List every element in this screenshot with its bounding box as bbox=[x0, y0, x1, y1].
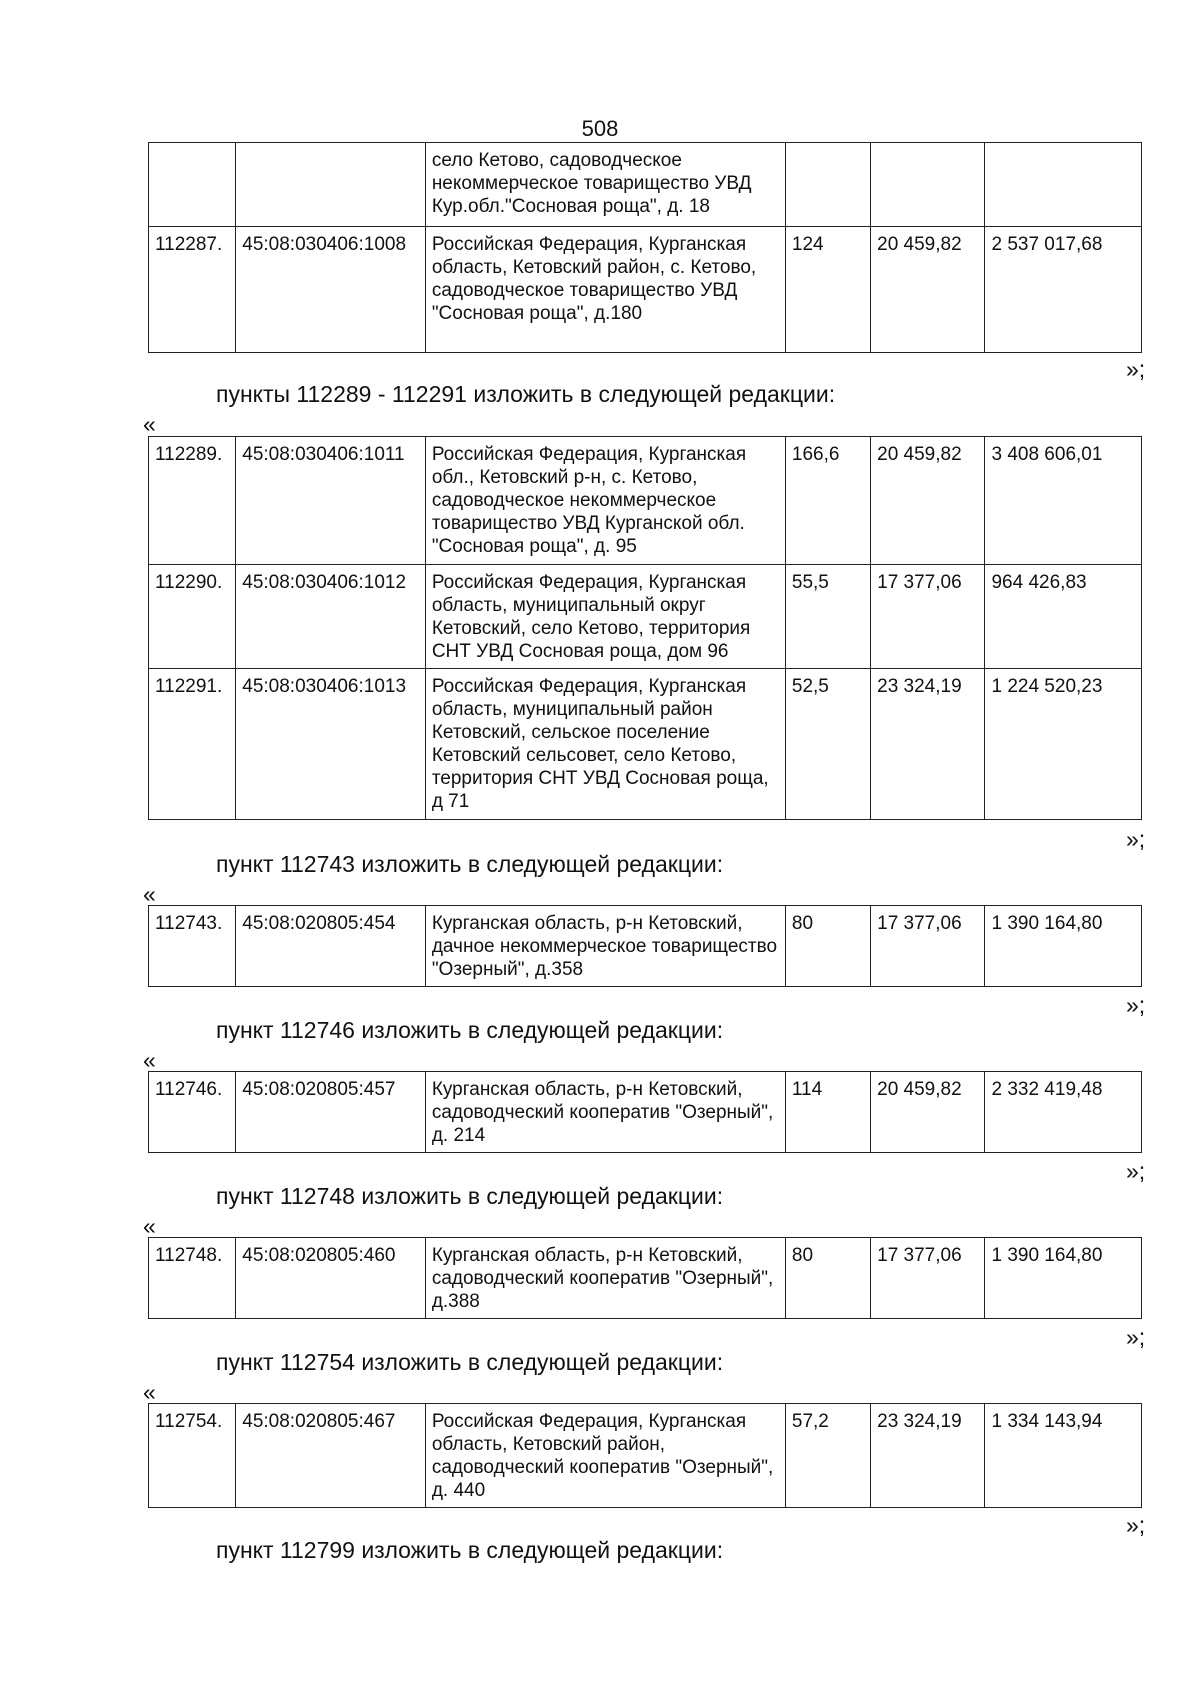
amendment-heading: пункт 112743 изложить в следующей редакции: bbox=[216, 851, 724, 877]
cadastral-number: 45:08:030406:1011 bbox=[236, 437, 426, 565]
rate: 17 377,06 bbox=[871, 1238, 985, 1319]
row-number: 112754. bbox=[149, 1404, 236, 1508]
table-amendment bbox=[148, 1403, 1142, 1508]
cadastral-value: 1 224 520,23 bbox=[985, 669, 1142, 820]
cadastral-number: 45:08:030406:1012 bbox=[236, 565, 426, 669]
rate: 17 377,06 bbox=[871, 565, 985, 669]
address: Курганская область, р-н Кетовский, дачное некоммерческое товарищество "Озерный", д.358 bbox=[425, 906, 785, 987]
table-amendment bbox=[148, 1071, 1142, 1153]
address: село Кетово, садоводческое некоммерческое товарищество УВД Кур.обл."Сосновая роща", д. 18 bbox=[425, 143, 785, 227]
cadastral-number bbox=[236, 143, 426, 227]
area: 166,6 bbox=[785, 437, 870, 565]
row-number: 112291. bbox=[149, 669, 236, 820]
area: 52,5 bbox=[785, 669, 870, 820]
address: Российская Федерация, Курганская область, Кетовский район, с. Кетово, садоводческое товарищество УВД "Сосновая роща", д.180 bbox=[425, 227, 785, 353]
row-number: 112748. bbox=[149, 1238, 236, 1319]
row-number bbox=[149, 143, 236, 227]
amendment-heading: пункты 112289 - 112291 изложить в следующей редакции: bbox=[216, 381, 836, 407]
cadastral-value: 1 390 164,80 bbox=[985, 1238, 1142, 1319]
row-number: 112290. bbox=[149, 565, 236, 669]
address: Российская Федерация, Курганская область, муниципальный район Кетовский, сельское поселение Кетовский сельсовет, село Кетово, территория СНТ УВД Сосновая роща, д 71 bbox=[425, 669, 785, 820]
table-row bbox=[149, 227, 1142, 353]
amendment-heading: пункт 112799 изложить в следующей редакции: bbox=[216, 1537, 724, 1563]
rate: 23 324,19 bbox=[871, 669, 985, 820]
closing-quote: »; bbox=[1126, 992, 1146, 1018]
rate: 20 459,82 bbox=[871, 437, 985, 565]
address: Курганская область, р-н Кетовский, садоводческий кооператив "Озерный", д.388 bbox=[425, 1238, 785, 1319]
row-number: 112287. bbox=[149, 227, 236, 353]
cadastral-number: 45:08:020805:454 bbox=[236, 906, 426, 987]
opening-quote: « bbox=[143, 881, 156, 907]
cadastral-value: 1 334 143,94 bbox=[985, 1404, 1142, 1508]
address: Российская Федерация, Курганская область, Кетовский район, садоводческий кооператив "Озерный", д. 440 bbox=[425, 1404, 785, 1508]
opening-quote: « bbox=[143, 1047, 156, 1073]
opening-quote: « bbox=[143, 411, 156, 437]
table-amendment bbox=[148, 905, 1142, 987]
closing-quote: »; bbox=[1126, 1512, 1146, 1538]
amendment-heading: пункт 112746 изложить в следующей редакции: bbox=[216, 1017, 724, 1043]
closing-quote: »; bbox=[1126, 1158, 1146, 1184]
cadastral-number: 45:08:020805:460 bbox=[236, 1238, 426, 1319]
rate: 23 324,19 bbox=[871, 1404, 985, 1508]
cadastral-value: 2 332 419,48 bbox=[985, 1072, 1142, 1153]
area: 80 bbox=[785, 906, 870, 987]
rate bbox=[871, 143, 985, 227]
table-row bbox=[149, 1404, 1142, 1508]
row-number: 112746. bbox=[149, 1072, 236, 1153]
area: 55,5 bbox=[785, 565, 870, 669]
area: 124 bbox=[785, 227, 870, 353]
cadastral-value: 964 426,83 bbox=[985, 565, 1142, 669]
cadastral-value: 3 408 606,01 bbox=[985, 437, 1142, 565]
row-number: 112743. bbox=[149, 906, 236, 987]
table-continuation bbox=[148, 142, 1142, 353]
table-row bbox=[149, 906, 1142, 987]
cadastral-value: 2 537 017,68 bbox=[985, 227, 1142, 353]
closing-quote: »; bbox=[1126, 356, 1146, 382]
table-amendment bbox=[148, 436, 1142, 820]
address: Курганская область, р-н Кетовский, садоводческий кооператив "Озерный", д. 214 bbox=[425, 1072, 785, 1153]
amendment-heading: пункт 112754 изложить в следующей редакции: bbox=[216, 1349, 724, 1375]
amendment-heading: пункт 112748 изложить в следующей редакции: bbox=[216, 1183, 724, 1209]
table-row bbox=[149, 143, 1142, 227]
rate: 20 459,82 bbox=[871, 1072, 985, 1153]
table-row bbox=[149, 1072, 1142, 1153]
address: Российская Федерация, Курганская обл., Кетовский р-н, с. Кетово, садоводческое некоммерческое товарищество УВД Курганской обл. "Сосновая роща", д. 95 bbox=[425, 437, 785, 565]
opening-quote: « bbox=[143, 1213, 156, 1239]
opening-quote: « bbox=[143, 1379, 156, 1405]
cadastral-number: 45:08:030406:1008 bbox=[236, 227, 426, 353]
table-row bbox=[149, 1238, 1142, 1319]
address: Российская Федерация, Курганская область, муниципальный округ Кетовский, село Кетово, территория СНТ УВД Сосновая роща, дом 96 bbox=[425, 565, 785, 669]
table-row bbox=[149, 565, 1142, 669]
cadastral-value: 1 390 164,80 bbox=[985, 906, 1142, 987]
table-row bbox=[149, 669, 1142, 820]
rate: 17 377,06 bbox=[871, 906, 985, 987]
cadastral-value bbox=[985, 143, 1142, 227]
row-number: 112289. bbox=[149, 437, 236, 565]
closing-quote: »; bbox=[1126, 1324, 1146, 1350]
table-row bbox=[149, 437, 1142, 565]
cadastral-number: 45:08:020805:467 bbox=[236, 1404, 426, 1508]
page-number: 508 bbox=[581, 116, 619, 141]
cadastral-number: 45:08:030406:1013 bbox=[236, 669, 426, 820]
area bbox=[785, 143, 870, 227]
closing-quote: »; bbox=[1126, 826, 1146, 852]
cadastral-number: 45:08:020805:457 bbox=[236, 1072, 426, 1153]
area: 57,2 bbox=[785, 1404, 870, 1508]
area: 114 bbox=[785, 1072, 870, 1153]
rate: 20 459,82 bbox=[871, 227, 985, 353]
area: 80 bbox=[785, 1238, 870, 1319]
table-amendment bbox=[148, 1237, 1142, 1319]
